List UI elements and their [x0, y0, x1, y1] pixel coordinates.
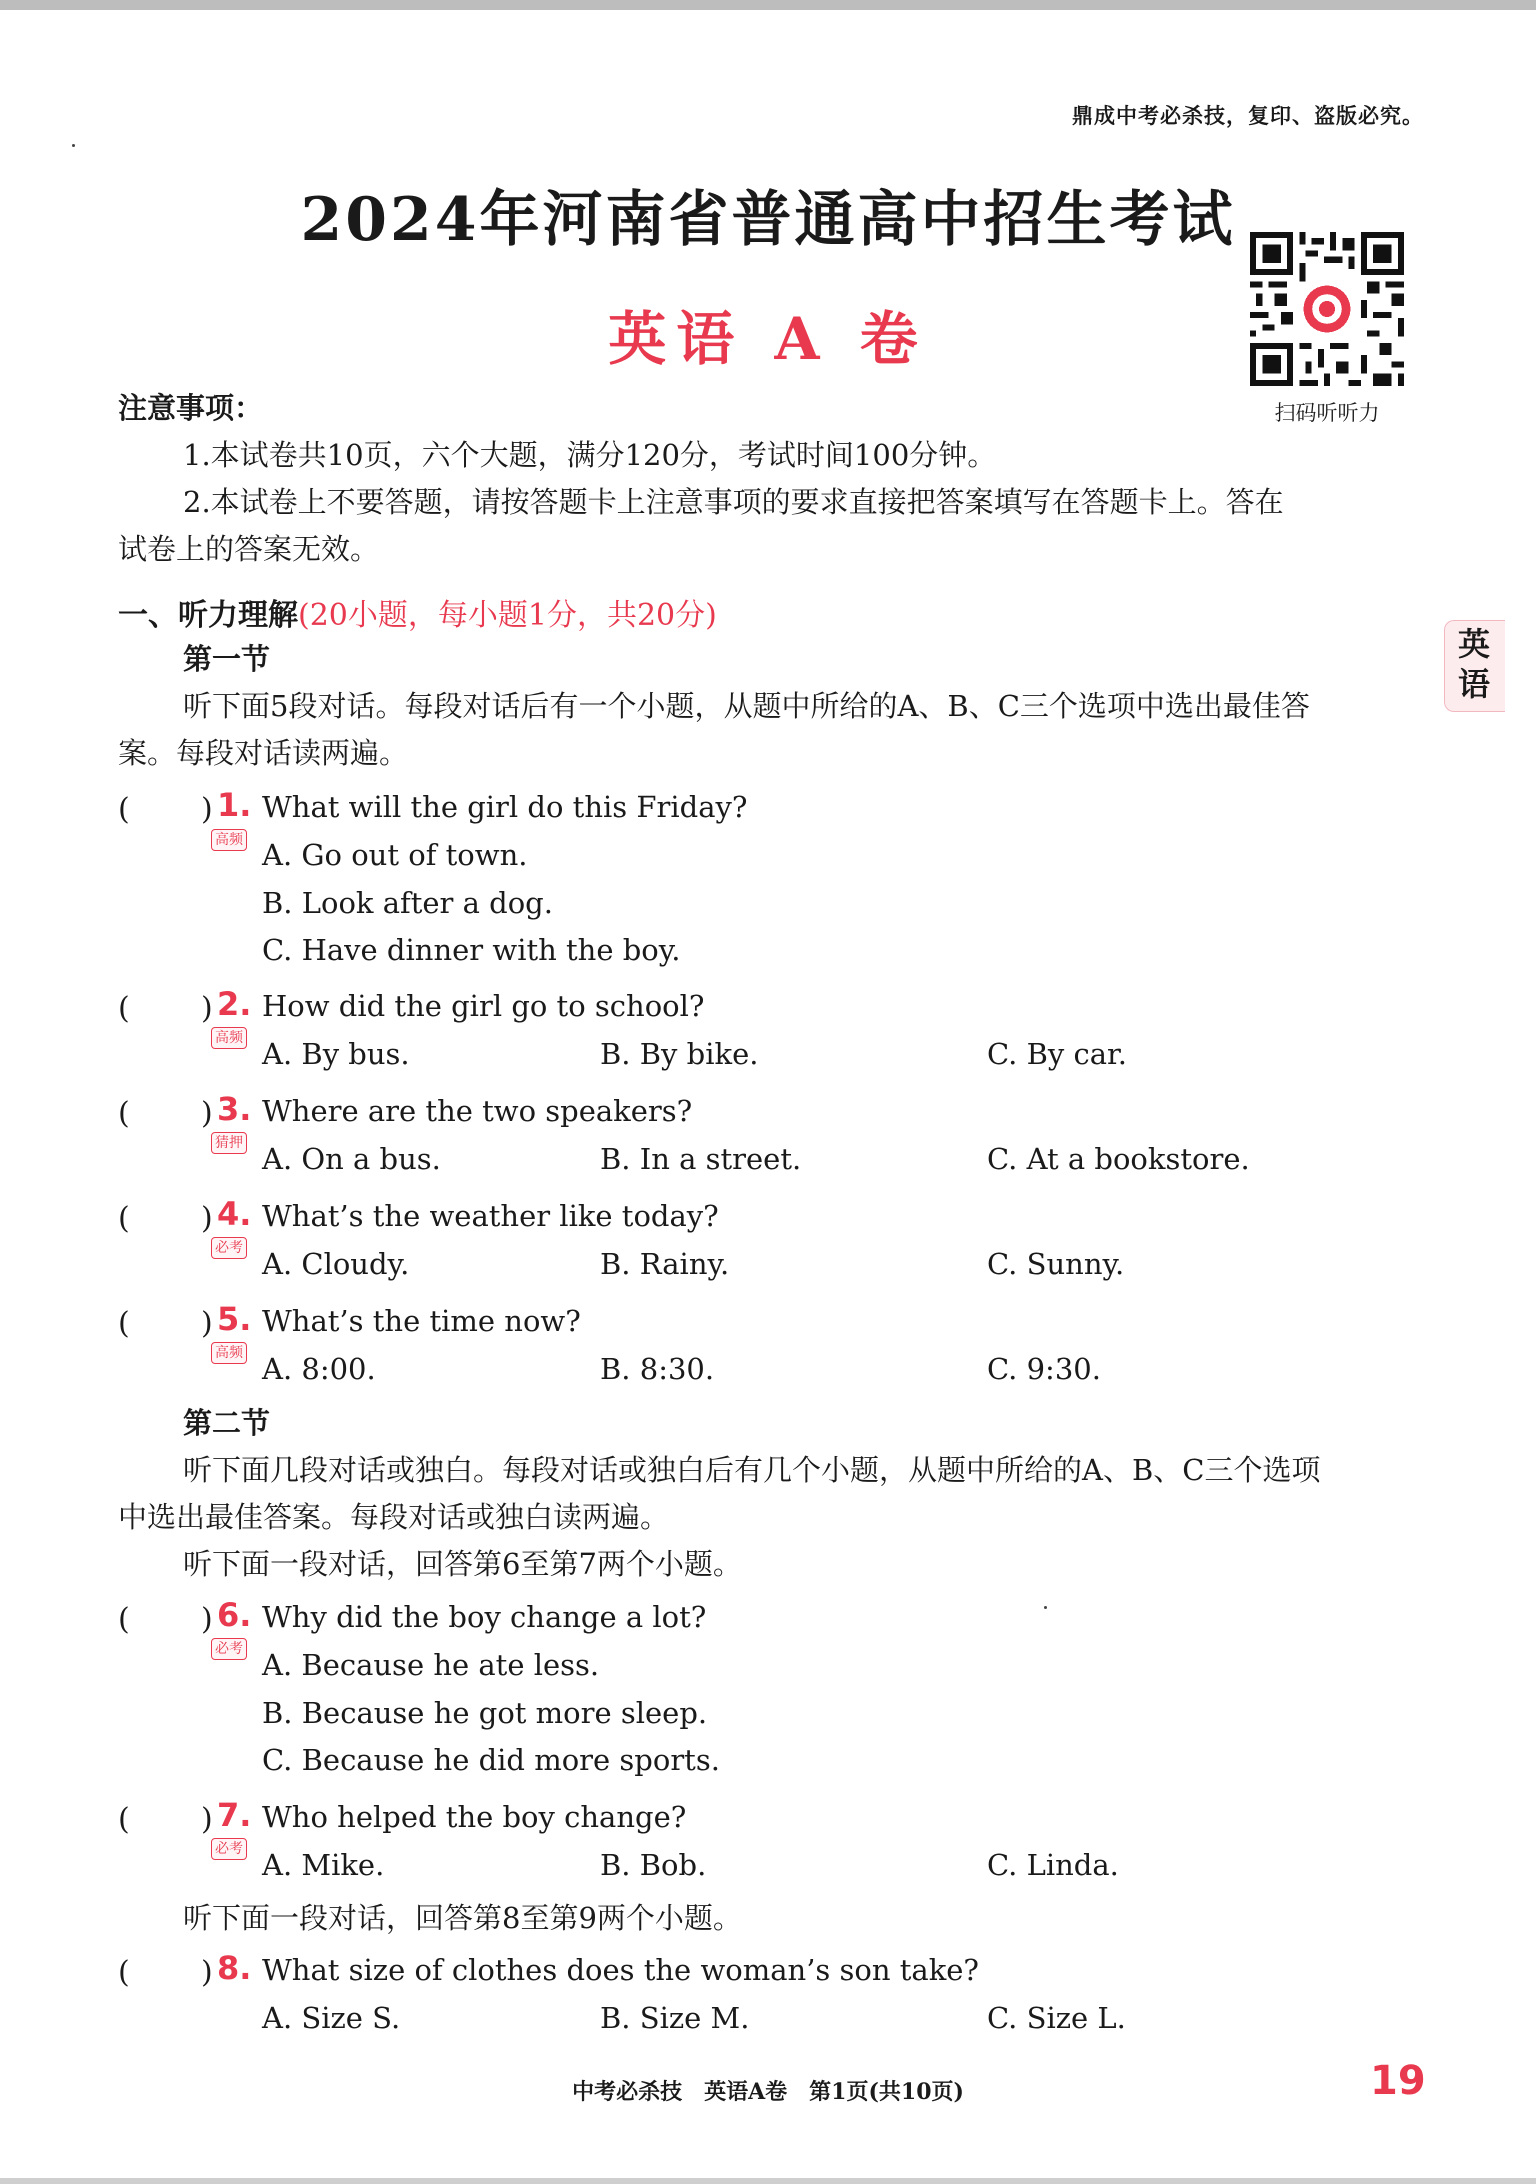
section2-heading: 第二节	[183, 1406, 271, 1440]
section1-instructions-1: 听下面5段对话。每段对话后有一个小题，从题中所给的A、B、C三个选项中选出最佳答	[183, 689, 1310, 723]
option-a: A. By bus.	[262, 1037, 410, 1071]
option-a: A. Because he ate less.	[262, 1648, 600, 1682]
question-number: 5.	[217, 1300, 252, 1338]
question-number: 7.	[217, 1796, 252, 1834]
copyright-notice: 鼎成中考必杀技，复印、盗版必究。	[1072, 103, 1424, 128]
stray-dot	[1044, 1606, 1047, 1609]
answer-blank-close: )	[201, 792, 213, 827]
answer-blank-close: )	[201, 1201, 213, 1236]
question-number: 6.	[217, 1596, 252, 1634]
question-text: Where are the two speakers?	[262, 1094, 693, 1128]
section2-instructions-1: 听下面几段对话或独白。每段对话或独白后有几个小题，从题中所给的A、B、C三个选项	[183, 1453, 1321, 1487]
page-number: 19	[1370, 2058, 1426, 2104]
must-test-tag: 必考	[211, 1838, 247, 1860]
answer-blank-close: )	[201, 1602, 213, 1637]
exam-title: 2024年河南省普通高中招生考试	[300, 185, 1236, 255]
question-number: 8.	[217, 1949, 252, 1987]
lead-in-8-9: 听下面一段对话，回答第8至第9两个小题。	[183, 1901, 742, 1935]
option-c: C. Have dinner with the boy.	[262, 933, 681, 967]
option-a: A. On a bus.	[262, 1142, 441, 1176]
qr-code-icon[interactable]	[1250, 232, 1404, 386]
frequency-tag: 高频	[211, 1342, 247, 1364]
section2-instructions-2: 中选出最佳答案。每段对话或独白读两遍。	[118, 1500, 670, 1534]
stray-dot	[72, 144, 75, 147]
answer-blank-open: (	[118, 991, 130, 1026]
option-c: C. Because he did more sports.	[262, 1743, 720, 1777]
question-text: Who helped the boy change?	[262, 1800, 687, 1834]
question-number: 2.	[217, 985, 252, 1023]
option-c: C. Size L.	[987, 2001, 1126, 2035]
page-footer: 中考必杀技 英语A卷 第1页(共10页)	[572, 2079, 964, 2105]
notice-item-2-cont: 试卷上的答案无效。	[118, 532, 380, 566]
answer-blank-open: (	[118, 1602, 130, 1637]
notice-heading: 注意事项：	[118, 391, 264, 425]
option-a: A. Mike.	[262, 1848, 385, 1882]
option-a: A. 8:00.	[262, 1352, 376, 1386]
part1-heading-row	[118, 590, 717, 634]
answer-blank-open: (	[118, 1201, 130, 1236]
question-text: How did the girl go to school?	[262, 989, 705, 1023]
option-c: C. At a bookstore.	[987, 1142, 1250, 1176]
lead-in-6-7: 听下面一段对话，回答第6至第7两个小题。	[183, 1547, 742, 1581]
answer-blank-open: (	[118, 1306, 130, 1341]
answer-blank-close: )	[201, 1802, 213, 1837]
answer-blank-open: (	[118, 1096, 130, 1131]
option-c: C. Linda.	[987, 1848, 1119, 1882]
option-b: B. Bob.	[600, 1848, 707, 1882]
guess-tag: 猜押	[211, 1132, 247, 1154]
part1-heading: 一、听力理解	[118, 598, 298, 633]
option-a: A. Go out of town.	[262, 838, 528, 872]
option-b: B. In a street.	[600, 1142, 802, 1176]
section1-heading: 第一节	[183, 642, 271, 676]
section1-instructions-2: 案。每段对话读两遍。	[118, 736, 409, 770]
question-number: 4.	[217, 1195, 252, 1233]
question-text: What will the girl do this Friday?	[262, 790, 748, 824]
question-number: 3.	[217, 1090, 252, 1128]
option-c: C. 9:30.	[987, 1352, 1101, 1386]
notice-item-2: 2.本试卷上不要答题，请按答题卡上注意事项的要求直接把答案填写在答题卡上。答在	[183, 485, 1284, 519]
option-b: B. By bike.	[600, 1037, 759, 1071]
option-c: C. Sunny.	[987, 1247, 1125, 1281]
option-c: C. By car.	[987, 1037, 1127, 1071]
part1-score: (20小题，每小题1分，共20分)	[298, 598, 717, 633]
notice-item-1: 1.本试卷共10页，六个大题，满分120分，考试时间100分钟。	[183, 438, 997, 472]
option-b: B. Size M.	[600, 2001, 750, 2035]
must-test-tag: 必考	[211, 1638, 247, 1660]
answer-blank-open: (	[118, 1802, 130, 1837]
question-text: What’s the time now?	[262, 1304, 581, 1338]
answer-blank-open: (	[118, 1955, 130, 1990]
qr-label: 扫码听听力	[1274, 401, 1380, 425]
answer-blank-close: )	[201, 1955, 213, 1990]
option-b: B. Because he got more sleep.	[262, 1696, 708, 1730]
option-b: B. Rainy.	[600, 1247, 730, 1281]
answer-blank-close: )	[201, 991, 213, 1026]
question-text: What’s the weather like today?	[262, 1199, 719, 1233]
answer-blank-open: (	[118, 792, 130, 827]
option-a: A. Cloudy.	[262, 1247, 410, 1281]
exam-subtitle: 英语 A 卷	[608, 305, 928, 373]
top-edge	[0, 0, 1536, 10]
answer-blank-close: )	[201, 1096, 213, 1131]
question-text: What size of clothes does the woman’s son take?	[262, 1953, 979, 1987]
bottom-edge	[0, 2178, 1536, 2184]
question-number: 1.	[217, 786, 252, 824]
must-test-tag: 必考	[211, 1237, 247, 1259]
question-text: Why did the boy change a lot?	[262, 1600, 707, 1634]
answer-blank-close: )	[201, 1306, 213, 1341]
frequency-tag: 高频	[211, 829, 247, 851]
option-a: A. Size S.	[262, 2001, 401, 2035]
option-b: B. Look after a dog.	[262, 886, 553, 920]
option-b: B. 8:30.	[600, 1352, 715, 1386]
side-tab-label: 英语	[1457, 625, 1490, 703]
frequency-tag: 高频	[211, 1027, 247, 1049]
